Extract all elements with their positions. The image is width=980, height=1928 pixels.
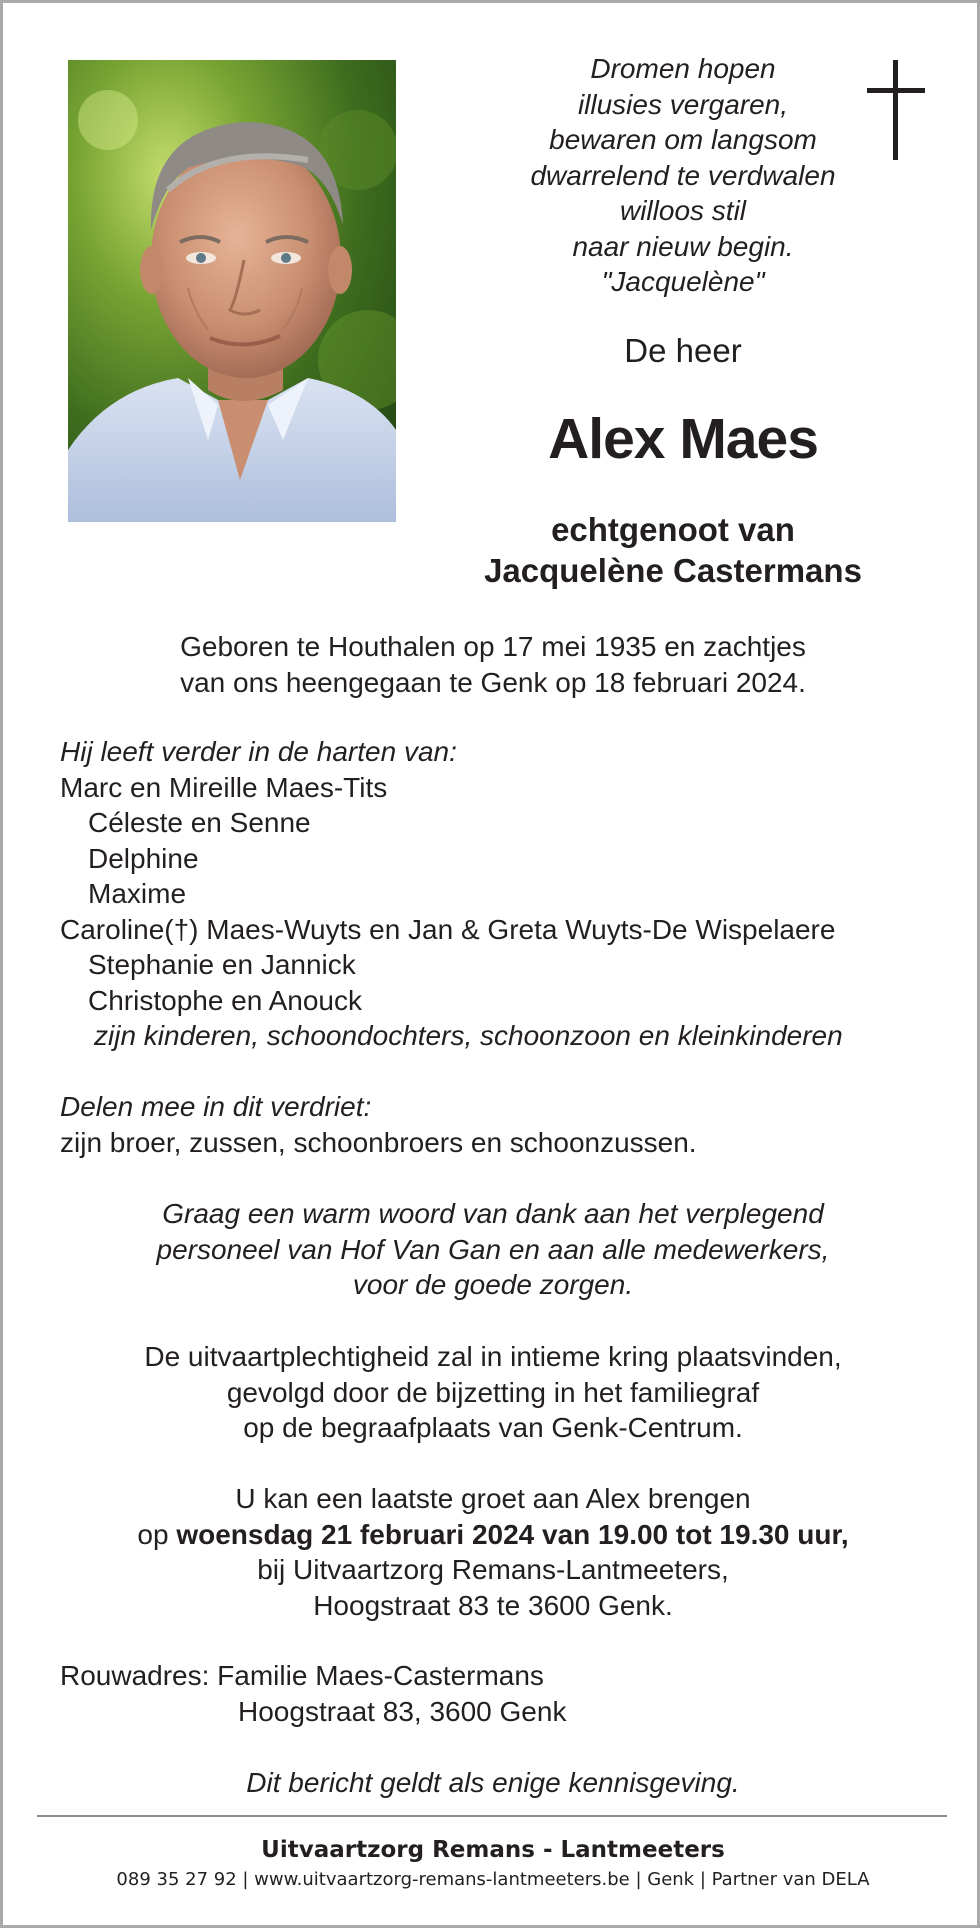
sharing-grief	[60, 1089, 960, 1160]
poem-line: Dromen hopen	[590, 53, 776, 84]
grandchild-line: Stephanie en Jannick	[88, 949, 356, 980]
grandchild-line: Céleste en Senne	[88, 807, 311, 838]
birth-death-info	[3, 629, 980, 700]
death-line: van ons heengegaan te Genk op 18 februari 2024.	[180, 666, 806, 698]
sharing-text: zijn broer, zussen, schoonbroers en schoonzussen.	[60, 1126, 697, 1158]
poem-line: illusies vergaren,	[577, 88, 789, 120]
visitation-info	[3, 1481, 980, 1623]
ceremony-info	[3, 1339, 980, 1446]
spouse-name: Jacquelène Castermans	[484, 552, 862, 589]
thanks-message	[3, 1196, 980, 1303]
poem-line: naar nieuw begin.	[572, 230, 794, 262]
portrait-photo	[68, 60, 396, 522]
thanks-line: voor de goede zorgen.	[352, 1269, 634, 1300]
spouse-info	[423, 509, 923, 591]
family-couple: Caroline(†) Maes-Wuyts en Jan & Greta Wuyts-De Wispelaere	[60, 913, 836, 945]
deceased-name: Alex Maes	[548, 407, 818, 471]
thanks-line: Graag een warm woord van dank aan het verplegend	[162, 1198, 824, 1229]
poem-line: bewaren om langsom	[549, 124, 817, 155]
family-couple: Marc en Mireille Maes-Tits	[60, 771, 388, 803]
family-relation: zijn kinderen, schoondochters, schoonzoon en kleinkinderen	[94, 1020, 843, 1051]
visit-line: U kan een laatste groet aan Alex brengen	[235, 1483, 751, 1514]
visit-location: bij Uitvaartzorg Remans-Lantmeeters,	[257, 1554, 729, 1585]
thanks-line: personeel van Hof Van Gan en aan alle medewerkers,	[156, 1233, 830, 1265]
poem-line: willoos stil	[619, 195, 747, 226]
mourning-address	[60, 1658, 960, 1729]
visit-datetime: woensdag 21 februari 2024 van 19.00 tot 19.30 uur,	[176, 1518, 849, 1550]
family-list	[60, 734, 960, 1054]
birth-line: Geboren te Houthalen op 17 mei 1935 en zachtjes	[180, 631, 806, 662]
honorific: De heer	[624, 332, 742, 369]
cross-icon	[867, 60, 925, 160]
footer-divider	[37, 1815, 947, 1817]
grandchild-line: Christophe en Anouck	[88, 984, 362, 1016]
family-heading: Hij leeft verder in de harten van:	[60, 736, 457, 767]
mourning-address-street: Hoogstraat 83, 3600 Genk	[238, 1695, 567, 1727]
visit-address: Hoogstraat 83 te 3600 Genk.	[313, 1589, 673, 1621]
visit-datetime-line	[3, 1517, 980, 1553]
poem-author: "Jacquelène"	[601, 266, 765, 297]
undertaker-contact: 089 35 27 92 | www.uitvaartzorg-remans-lantmeeters.be | Genk | Partner van DELA	[116, 1869, 870, 1890]
ceremony-line: gevolgd door de bijzetting in het familiegraf	[226, 1376, 760, 1408]
sharing-heading: Delen mee in dit verdriet:	[60, 1091, 372, 1122]
grandchild-line: Maxime	[88, 878, 187, 909]
ceremony-line: op de begraafplaats van Genk-Centrum.	[243, 1412, 743, 1443]
mourning-address-line: Rouwadres: Familie Maes-Castermans	[60, 1660, 544, 1691]
visit-prefix: op	[137, 1518, 177, 1550]
undertaker-name: Uitvaartzorg Remans - Lantmeeters	[261, 1837, 725, 1863]
notice-text: Dit bericht geldt als enige kennisgeving.	[246, 1767, 740, 1798]
poem-line: dwarrelend te verdwalen	[530, 159, 836, 191]
ceremony-line: De uitvaartplechtigheid zal in intieme kring plaatsvinden,	[144, 1341, 842, 1372]
poem	[483, 51, 883, 300]
spouse-relation: echtgenoot van	[551, 511, 795, 548]
grandchild-line: Delphine	[88, 842, 199, 874]
